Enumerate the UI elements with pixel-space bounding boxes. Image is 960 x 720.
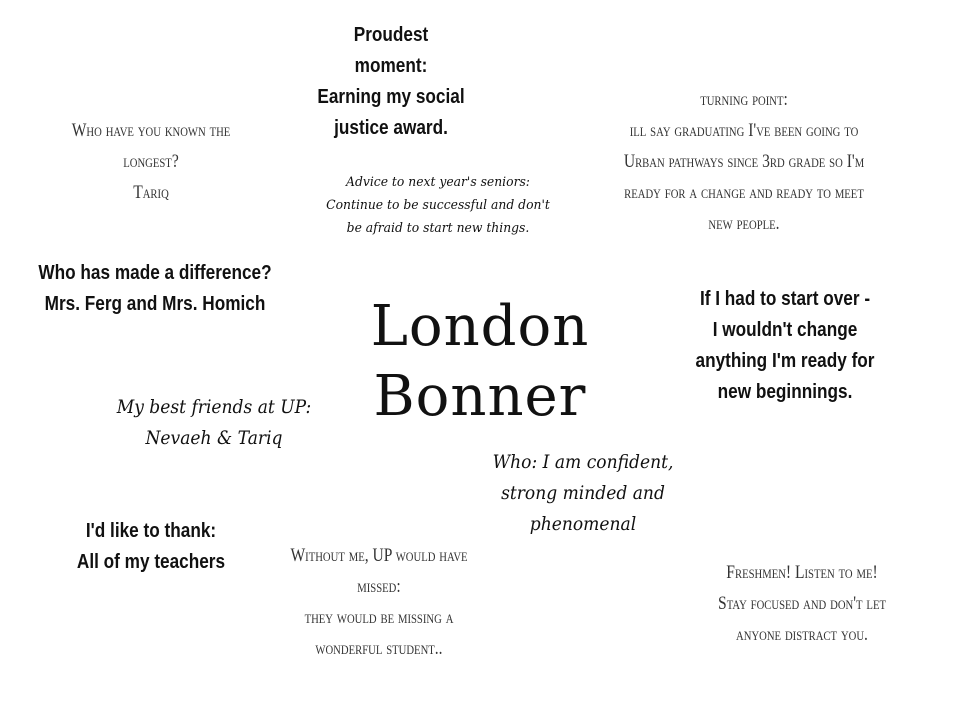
best-friends-line-1: My best friends at UP: xyxy=(116,396,312,418)
thank-line-1: I'd like to thank: xyxy=(85,520,217,542)
without-me-line-1: Without me, UP would have xyxy=(290,545,468,566)
best-friends-block xyxy=(97,392,331,454)
freshmen-block xyxy=(697,557,907,650)
turning-point-line-2: ill say graduating I've been going to xyxy=(629,120,859,141)
turning-point-line-1: turning point: xyxy=(700,89,788,110)
known-longest-line-1: Who have you known the xyxy=(71,120,231,141)
student-name-title xyxy=(340,292,620,432)
without-me-block xyxy=(277,540,482,664)
thank-line-2: All of my teachers xyxy=(76,551,226,573)
title-last-name: Bonner xyxy=(373,364,587,429)
turning-point-line-5: new people. xyxy=(708,213,780,234)
best-friends-line-2: Nevaeh & Tariq xyxy=(145,427,283,449)
turning-point-line-3: Urban pathways since 3rd grade so I'm xyxy=(623,151,865,172)
known-longest-line-3: Tariq xyxy=(133,182,169,203)
advice-block xyxy=(305,171,571,240)
freshmen-line-3: anyone distract you. xyxy=(736,624,868,645)
start-over-line-4: new beginnings. xyxy=(717,381,853,403)
proudest-line-4: justice award. xyxy=(334,117,448,139)
who-line-3: phenomenal xyxy=(529,513,637,535)
proudest-line-1: Proudest xyxy=(353,24,429,46)
advice-line-1: Advice to next year's seniors: xyxy=(346,175,530,190)
difference-line-1: Who has made a difference? xyxy=(38,262,272,284)
start-over-line-2: I wouldn't change xyxy=(712,319,858,341)
advice-line-3: be afraid to start new things. xyxy=(346,221,530,236)
advice-line-2: Continue to be successful and don't xyxy=(326,198,550,213)
difference-block xyxy=(26,258,284,320)
known-longest-line-2: longest? xyxy=(123,151,179,172)
who-i-am-block xyxy=(475,447,691,540)
proudest-moment-block xyxy=(288,20,494,144)
title-first-name: London xyxy=(370,294,590,359)
start-over-line-1: If I had to start over - xyxy=(699,288,871,310)
without-me-line-4: wonderful student.. xyxy=(315,638,443,659)
turning-point-line-4: ready for a change and ready to meet xyxy=(624,182,864,203)
thank-block xyxy=(56,516,245,578)
turning-point-block xyxy=(605,84,884,239)
start-over-block xyxy=(673,284,897,408)
difference-line-2: Mrs. Ferg and Mrs. Homich xyxy=(44,293,266,315)
start-over-line-3: anything I'm ready for xyxy=(695,350,875,372)
proudest-line-2: moment: xyxy=(354,55,428,77)
proudest-line-3: Earning my social xyxy=(317,86,465,108)
freshmen-line-2: Stay focused and don't let xyxy=(718,593,886,614)
freshmen-line-1: Freshmen! Listen to me! xyxy=(726,562,878,583)
without-me-line-2: missed: xyxy=(357,576,401,597)
without-me-line-3: they would be missing a xyxy=(304,607,454,628)
who-line-2: strong minded and xyxy=(501,482,665,504)
known-longest-block xyxy=(53,115,250,208)
who-line-1: Who: I am confident, xyxy=(492,451,674,473)
